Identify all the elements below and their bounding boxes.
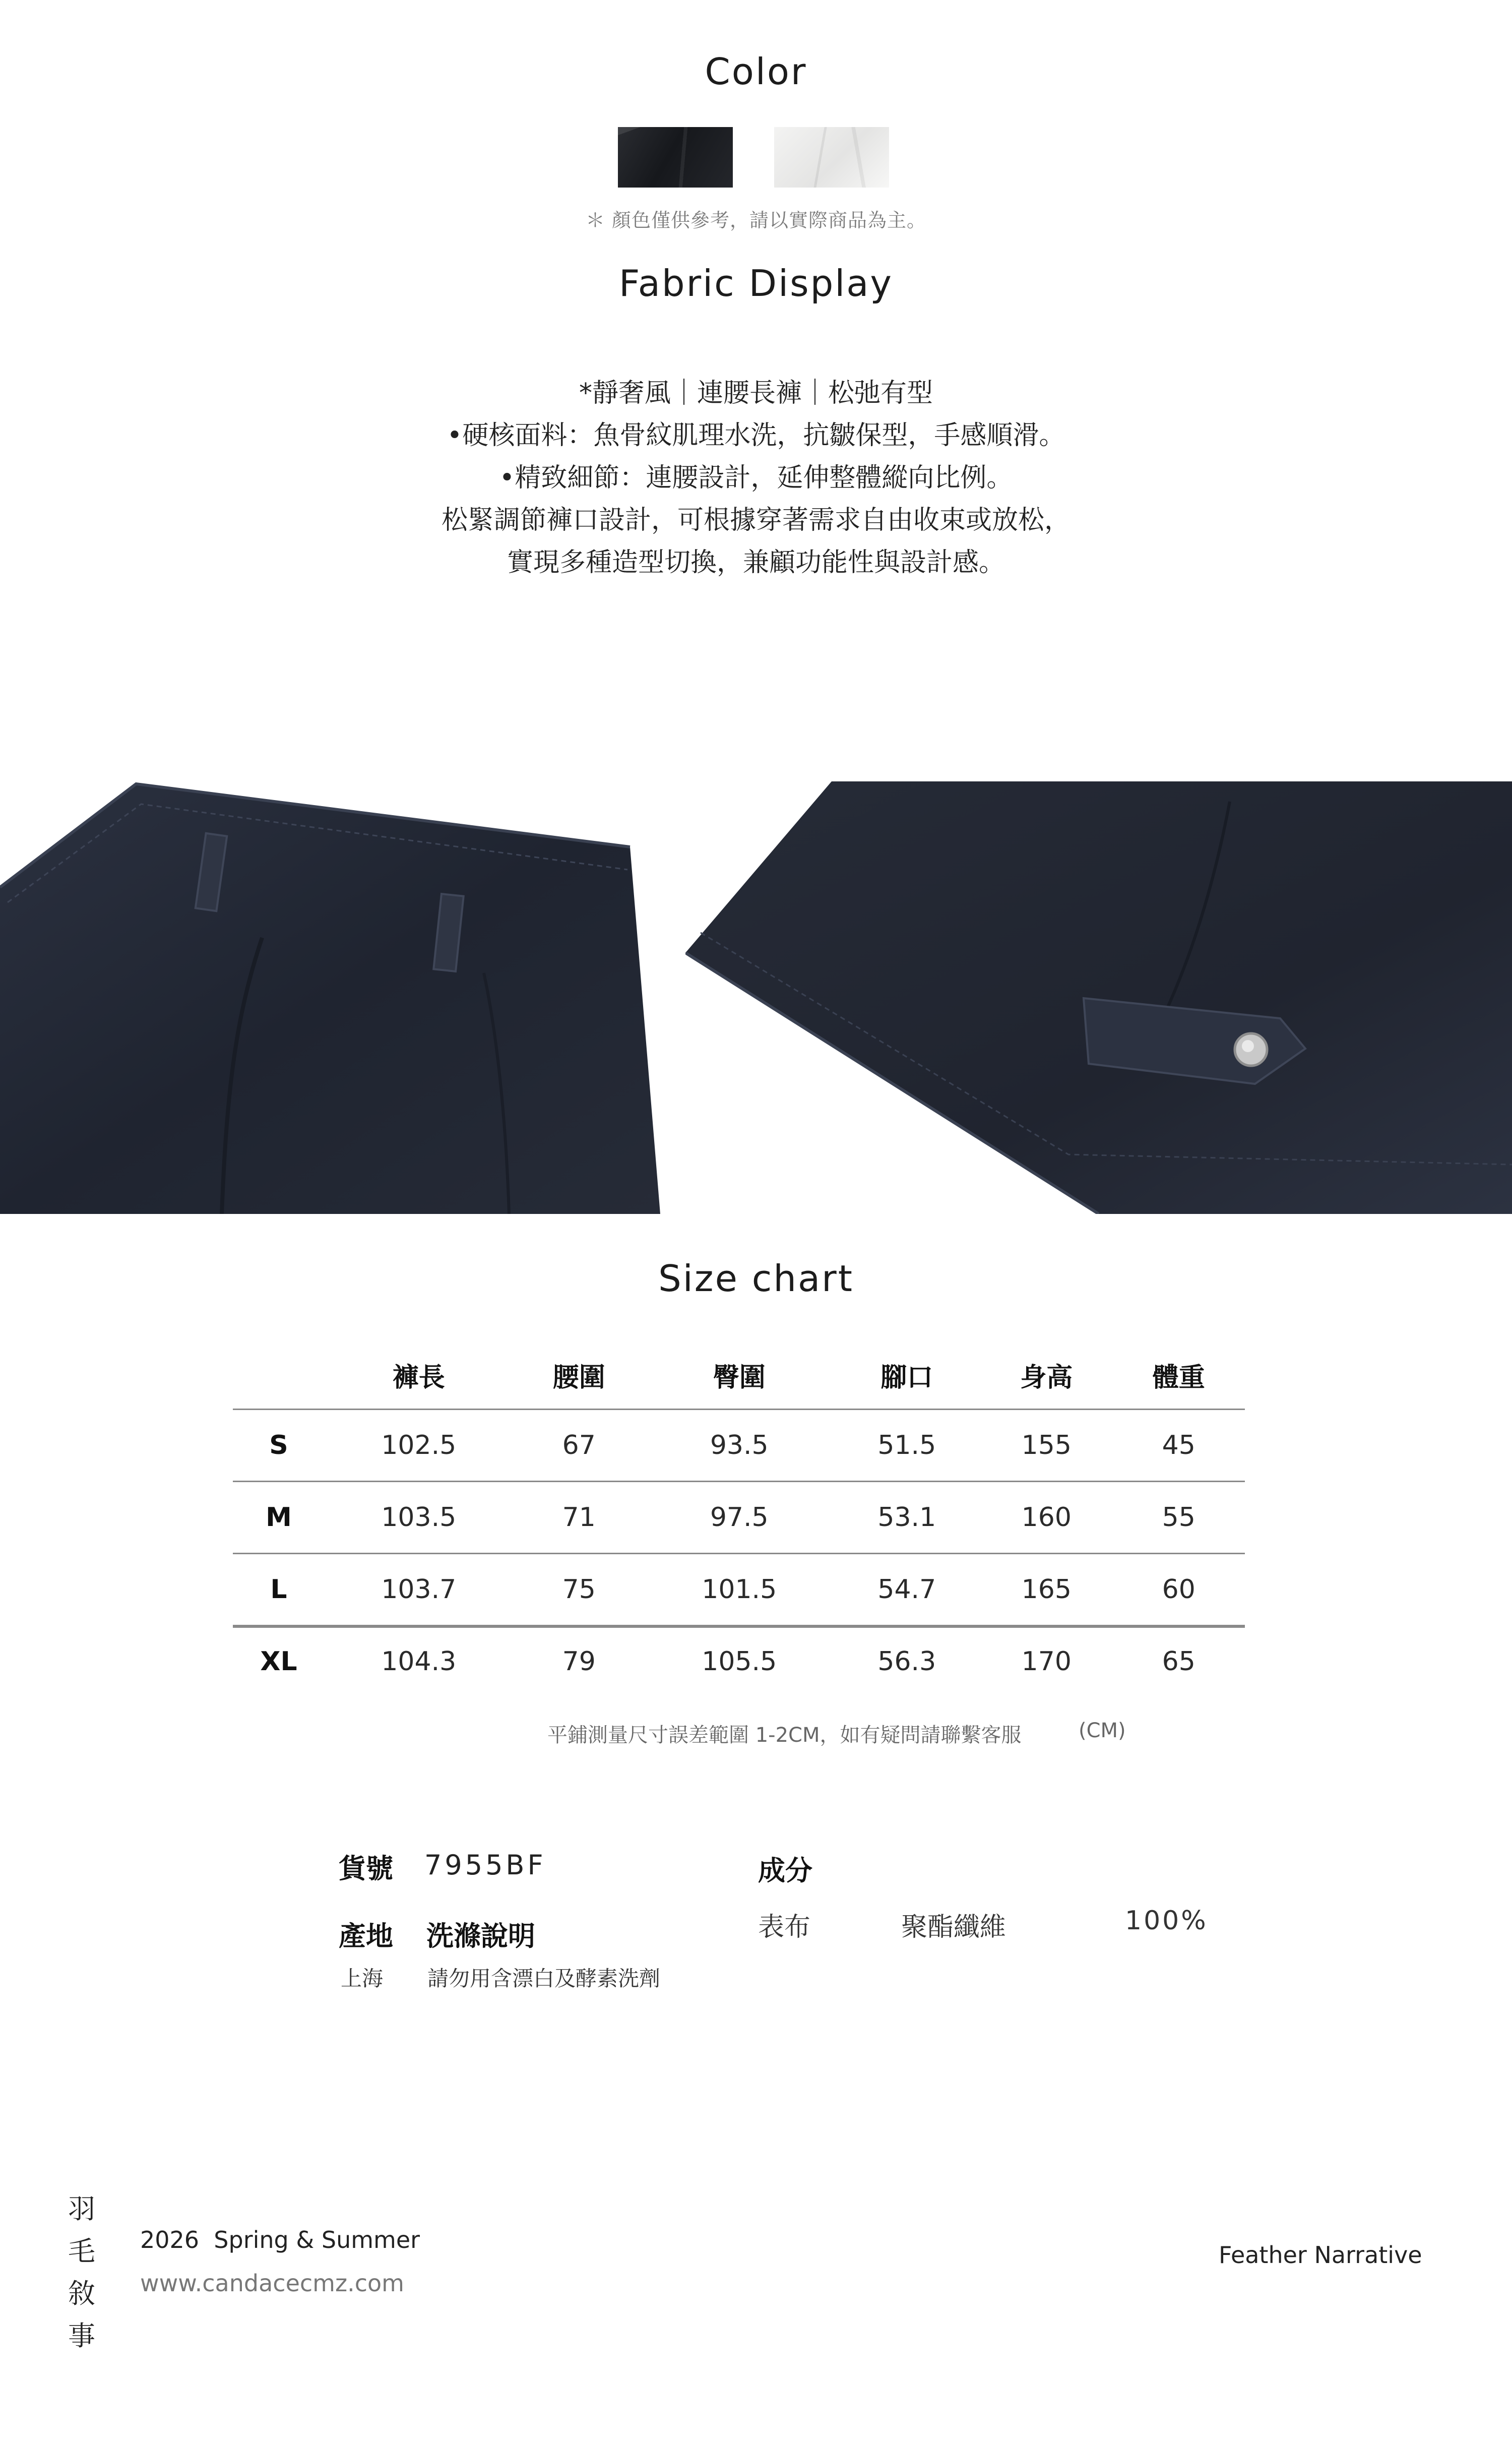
table-cell: 93.5 [645, 1410, 834, 1482]
table-cell: 103.7 [325, 1554, 513, 1626]
size-table [233, 1341, 1245, 1697]
header-cell [233, 1341, 325, 1410]
table-cell: 75 [513, 1554, 645, 1626]
table-cell: 67 [513, 1410, 645, 1482]
composition-part: 表布 [758, 1912, 811, 1942]
header-cell: 體重 [1152, 1362, 1205, 1393]
color-swatch-white[interactable] [774, 127, 889, 188]
header-cell: 腳口 [880, 1362, 933, 1393]
header-cell: 褲長 [392, 1362, 445, 1393]
fabric-line: *靜奢風｜連腰長褲｜松弛有型 [579, 378, 933, 408]
color-swatch-dark[interactable] [618, 127, 733, 188]
table-row [233, 1410, 1245, 1482]
color-note: ＊ 顏色僅供參考，請以實際商品為主。 [585, 209, 927, 231]
size-table-header [233, 1341, 1245, 1410]
table-cell: 56.3 [833, 1626, 980, 1697]
size-label: S [233, 1410, 325, 1482]
composition-label: 成分 [758, 1855, 812, 1886]
item-no-label: 貨號 [339, 1853, 393, 1884]
pants-hem-illustration [685, 781, 1512, 1214]
size-label: M [233, 1482, 325, 1554]
table-cell: 101.5 [645, 1554, 834, 1626]
table-cell: 160 [980, 1482, 1112, 1554]
fabric-line: 實現多種造型切換，兼顧功能性與設計感。 [507, 547, 1005, 578]
size-chart-title: Size chart [658, 1257, 854, 1300]
table-bottom-rule [233, 1626, 1245, 1628]
table-cell: 51.5 [833, 1410, 980, 1482]
brand-char: 毛 [68, 2235, 95, 2267]
size-label: XL [233, 1626, 325, 1697]
brand-vertical-title [67, 2188, 97, 2357]
table-cell: 155 [980, 1410, 1112, 1482]
table-cell: 104.3 [325, 1626, 513, 1697]
table-cell: 53.1 [833, 1482, 980, 1554]
brand-char: 事 [68, 2320, 95, 2352]
brand-char: 敘 [68, 2278, 95, 2309]
color-title: Color [705, 50, 807, 93]
measurement-note: 平鋪測量尺寸誤差範圍 1-2CM，如有疑問請聯繫客服 [547, 1724, 1022, 1747]
header-cell: 身高 [1020, 1362, 1073, 1393]
origin-label: 產地 [339, 1920, 393, 1952]
item-no-value: 7955BF [424, 1849, 546, 1881]
table-cell: 54.7 [833, 1554, 980, 1626]
origin-value: 上海 [341, 1966, 384, 1991]
table-cell: 79 [513, 1626, 645, 1697]
fabric-description [0, 372, 1512, 584]
composition-material: 聚酯纖維 [901, 1912, 1006, 1942]
website-link[interactable]: www.candacecmz.com [140, 2270, 404, 2297]
table-cell: 65 [1113, 1626, 1245, 1697]
table-cell: 97.5 [645, 1482, 834, 1554]
table-cell: 60 [1113, 1554, 1245, 1626]
table-cell: 71 [513, 1482, 645, 1554]
composition-percent: 100% [1125, 1906, 1208, 1936]
table-cell: 55 [1113, 1482, 1245, 1554]
unit-label: (CM) [1079, 1719, 1126, 1742]
size-label: L [233, 1554, 325, 1626]
brand-english: Feather Narrative [1219, 2241, 1422, 2269]
table-row [233, 1482, 1245, 1554]
table-row [233, 1554, 1245, 1626]
header-cell: 臀圍 [713, 1362, 766, 1393]
fabric-line: •精致細節：連腰設計，延伸整體縱向比例。 [499, 463, 1013, 493]
brand-char: 羽 [68, 2193, 95, 2225]
wash-label: 洗滌說明 [426, 1920, 535, 1952]
season-label: 2026 Spring & Summer [140, 2226, 420, 2253]
pants-waist-illustration [0, 781, 660, 1214]
table-cell: 170 [980, 1626, 1112, 1697]
fabric-title: Fabric Display [618, 262, 894, 304]
table-cell: 105.5 [645, 1626, 834, 1697]
photo-waist-detail [0, 781, 660, 1214]
table-cell: 165 [980, 1554, 1112, 1626]
wash-value: 請勿用含漂白及酵素洗劑 [427, 1966, 661, 1991]
photo-hem-detail [685, 781, 1512, 1214]
fabric-line: 松緊調節褲口設計，可根據穿著需求自由收束或放松， [441, 505, 1070, 535]
table-row [233, 1626, 1245, 1697]
table-cell: 102.5 [325, 1410, 513, 1482]
fabric-line: •硬核面料：魚骨紋肌理水洗，抗皺保型，手感順滑。 [447, 420, 1065, 451]
table-cell: 45 [1113, 1410, 1245, 1482]
header-cell: 腰圍 [552, 1362, 605, 1393]
table-cell: 103.5 [325, 1482, 513, 1554]
